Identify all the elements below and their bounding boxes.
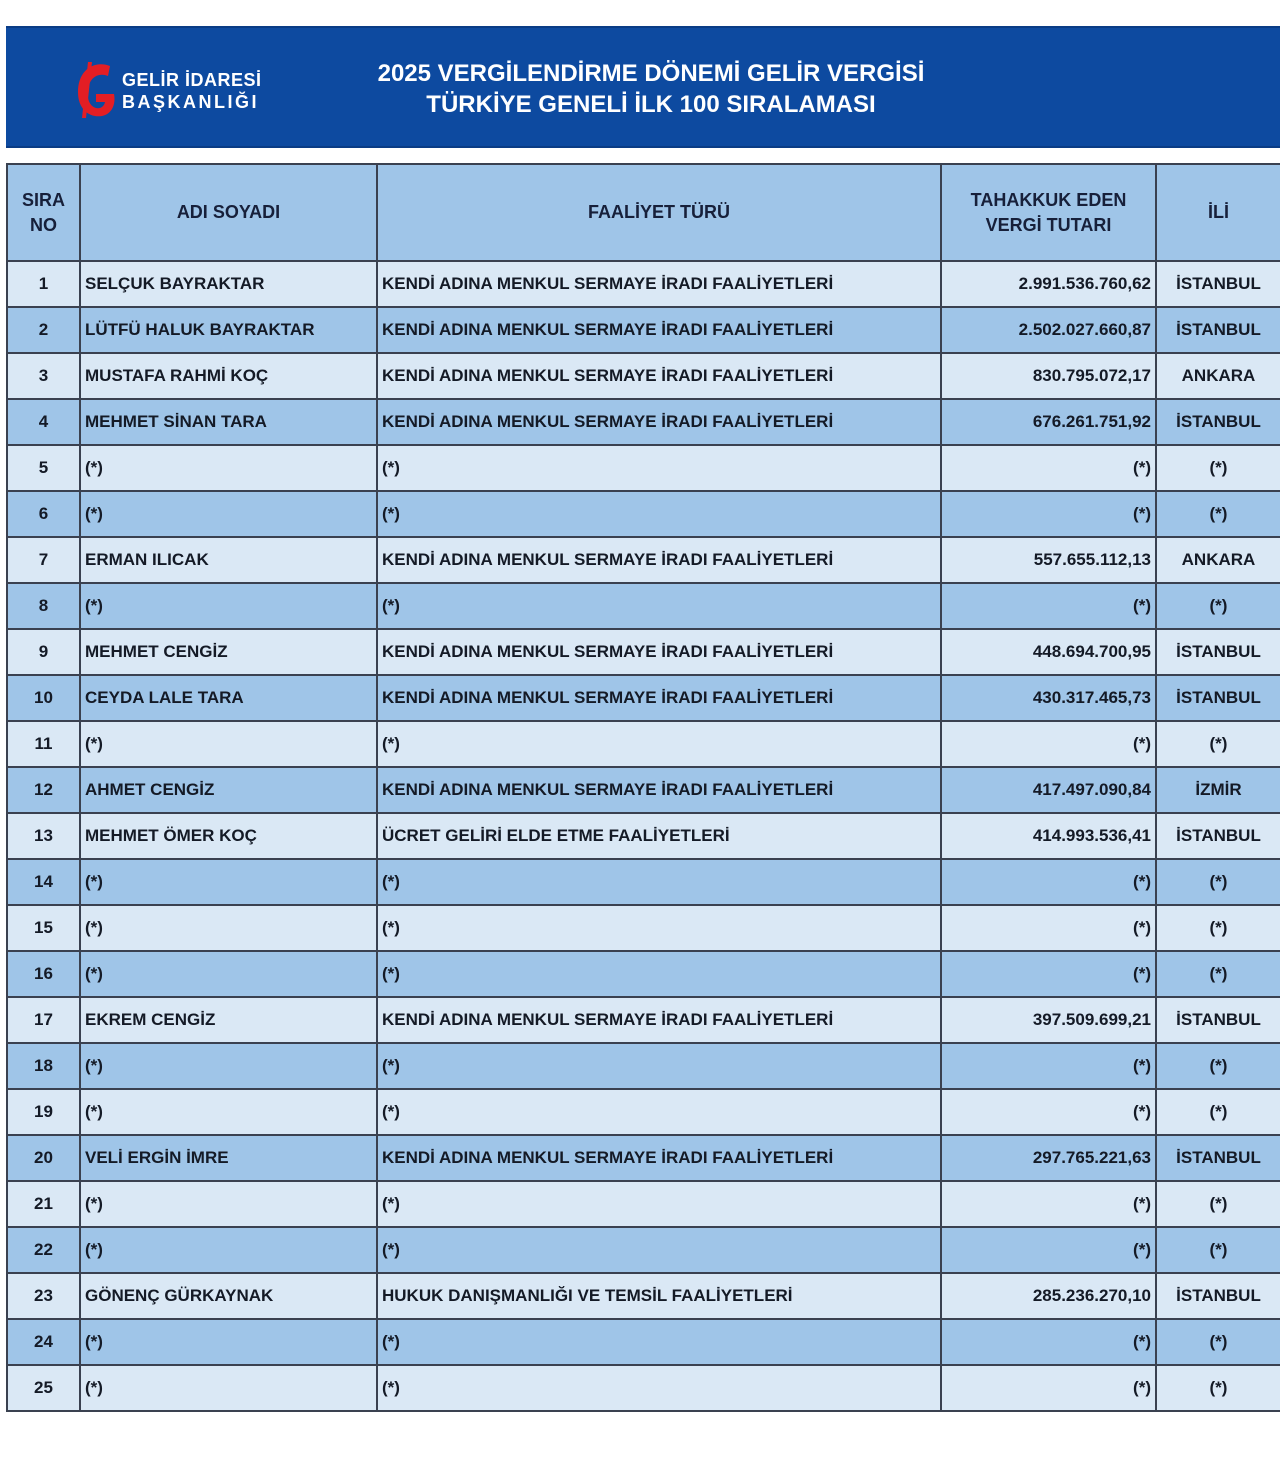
cell-city: (*): [1156, 1319, 1280, 1365]
cell-activity: HUKUK DANIŞMANLIĞI VE TEMSİL FAALİYETLERİ: [377, 1273, 941, 1319]
cell-name: ERMAN ILICAK: [80, 537, 377, 583]
cell-tax-amount: 2.991.536.760,62: [941, 261, 1156, 307]
cell-activity: (*): [377, 951, 941, 997]
cell-city: (*): [1156, 905, 1280, 951]
cell-rank-no: 4: [7, 399, 80, 445]
cell-city: ANKARA: [1156, 537, 1280, 583]
cell-name: GÖNENÇ GÜRKAYNAK: [80, 1273, 377, 1319]
cell-rank-no: 16: [7, 951, 80, 997]
cell-name: (*): [80, 1181, 377, 1227]
cell-tax-amount: 397.509.699,21: [941, 997, 1156, 1043]
table-row: [7, 353, 1280, 399]
gib-logo-mark-icon: [72, 60, 118, 120]
cell-activity: KENDİ ADINA MENKUL SERMAYE İRADI FAALİYETLERİ: [377, 1135, 941, 1181]
cell-tax-amount: (*): [941, 1043, 1156, 1089]
cell-rank-no: 11: [7, 721, 80, 767]
table-row: [7, 905, 1280, 951]
cell-name: VELİ ERGİN İMRE: [80, 1135, 377, 1181]
cell-activity: KENDİ ADINA MENKUL SERMAYE İRADI FAALİYETLERİ: [377, 997, 941, 1043]
cell-city: (*): [1156, 1227, 1280, 1273]
cell-rank-no: 12: [7, 767, 80, 813]
cell-activity: KENDİ ADINA MENKUL SERMAYE İRADI FAALİYETLERİ: [377, 537, 941, 583]
cell-name: CEYDA LALE TARA: [80, 675, 377, 721]
cell-activity: KENDİ ADINA MENKUL SERMAYE İRADI FAALİYETLERİ: [377, 307, 941, 353]
cell-tax-amount: 285.236.270,10: [941, 1273, 1156, 1319]
cell-city: (*): [1156, 445, 1280, 491]
cell-name: MUSTAFA RAHMİ KOÇ: [80, 353, 377, 399]
cell-city: (*): [1156, 1181, 1280, 1227]
table-header-row: [7, 164, 1280, 261]
cell-rank-no: 17: [7, 997, 80, 1043]
cell-activity: KENDİ ADINA MENKUL SERMAYE İRADI FAALİYETLERİ: [377, 675, 941, 721]
cell-activity: KENDİ ADINA MENKUL SERMAYE İRADI FAALİYETLERİ: [377, 399, 941, 445]
cell-city: İSTANBUL: [1156, 629, 1280, 675]
cell-rank-no: 24: [7, 1319, 80, 1365]
cell-city: ANKARA: [1156, 353, 1280, 399]
cell-activity: KENDİ ADINA MENKUL SERMAYE İRADI FAALİYETLERİ: [377, 353, 941, 399]
header-banner: [6, 26, 1280, 148]
cell-activity: (*): [377, 491, 941, 537]
cell-rank-no: 21: [7, 1181, 80, 1227]
cell-name: (*): [80, 1227, 377, 1273]
cell-activity: (*): [377, 1227, 941, 1273]
cell-rank-no: 6: [7, 491, 80, 537]
cell-city: İSTANBUL: [1156, 675, 1280, 721]
cell-tax-amount: (*): [941, 1319, 1156, 1365]
cell-name: LÜTFÜ HALUK BAYRAKTAR: [80, 307, 377, 353]
cell-rank-no: 23: [7, 1273, 80, 1319]
cell-city: (*): [1156, 1365, 1280, 1411]
cell-rank-no: 15: [7, 905, 80, 951]
table-row: [7, 767, 1280, 813]
cell-name: EKREM CENGİZ: [80, 997, 377, 1043]
table-row: [7, 997, 1280, 1043]
cell-city: (*): [1156, 1043, 1280, 1089]
cell-activity: (*): [377, 905, 941, 951]
table-row: [7, 951, 1280, 997]
table-row: [7, 261, 1280, 307]
cell-tax-amount: 830.795.072,17: [941, 353, 1156, 399]
page-title: [306, 58, 996, 120]
column-header-no-line2: NO: [30, 214, 57, 235]
cell-tax-amount: 297.765.221,63: [941, 1135, 1156, 1181]
cell-activity: (*): [377, 1181, 941, 1227]
cell-activity: (*): [377, 445, 941, 491]
cell-rank-no: 5: [7, 445, 80, 491]
cell-tax-amount: 676.261.751,92: [941, 399, 1156, 445]
table-row: [7, 675, 1280, 721]
table-row: [7, 307, 1280, 353]
cell-tax-amount: (*): [941, 1227, 1156, 1273]
cell-name: (*): [80, 951, 377, 997]
table-row: [7, 813, 1280, 859]
cell-tax-amount: (*): [941, 1089, 1156, 1135]
table-row: [7, 445, 1280, 491]
cell-city: İSTANBUL: [1156, 261, 1280, 307]
gib-logo: [72, 60, 272, 120]
cell-activity: ÜCRET GELİRİ ELDE ETME FAALİYETLERİ: [377, 813, 941, 859]
cell-activity: (*): [377, 1043, 941, 1089]
cell-activity: KENDİ ADINA MENKUL SERMAYE İRADI FAALİYETLERİ: [377, 629, 941, 675]
cell-name: SELÇUK BAYRAKTAR: [80, 261, 377, 307]
column-header-no-line1: SIRA: [21, 189, 65, 210]
cell-rank-no: 2: [7, 307, 80, 353]
cell-rank-no: 25: [7, 1365, 80, 1411]
cell-activity: (*): [377, 1089, 941, 1135]
cell-city: (*): [1156, 491, 1280, 537]
cell-tax-amount: (*): [941, 583, 1156, 629]
table-row: [7, 629, 1280, 675]
cell-city: (*): [1156, 583, 1280, 629]
cell-name: (*): [80, 1319, 377, 1365]
cell-rank-no: 20: [7, 1135, 80, 1181]
cell-tax-amount: 557.655.112,13: [941, 537, 1156, 583]
cell-rank-no: 14: [7, 859, 80, 905]
column-header-city: İLİ: [1156, 164, 1280, 261]
cell-name: (*): [80, 1365, 377, 1411]
cell-tax-amount: 414.993.536,41: [941, 813, 1156, 859]
cell-city: İSTANBUL: [1156, 1273, 1280, 1319]
cell-name: (*): [80, 1043, 377, 1089]
cell-tax-amount: 430.317.465,73: [941, 675, 1156, 721]
cell-tax-amount: (*): [941, 491, 1156, 537]
logo-text-line1: GELİR İDARESİ: [122, 70, 262, 90]
cell-rank-no: 3: [7, 353, 80, 399]
table-row: [7, 1043, 1280, 1089]
cell-tax-amount: (*): [941, 905, 1156, 951]
cell-rank-no: 8: [7, 583, 80, 629]
cell-rank-no: 18: [7, 1043, 80, 1089]
cell-tax-amount: 448.694.700,95: [941, 629, 1156, 675]
cell-city: İZMİR: [1156, 767, 1280, 813]
table-row: [7, 1089, 1280, 1135]
cell-activity: (*): [377, 721, 941, 767]
cell-activity: (*): [377, 859, 941, 905]
cell-name: AHMET CENGİZ: [80, 767, 377, 813]
table-row: [7, 1135, 1280, 1181]
cell-city: İSTANBUL: [1156, 307, 1280, 353]
cell-name: MEHMET ÖMER KOÇ: [80, 813, 377, 859]
page-title-line2: TÜRKİYE GENELİ İLK 100 SIRALAMASI: [426, 91, 876, 118]
table-row: [7, 1319, 1280, 1365]
cell-tax-amount: (*): [941, 951, 1156, 997]
cell-name: MEHMET CENGİZ: [80, 629, 377, 675]
cell-name: (*): [80, 859, 377, 905]
cell-name: (*): [80, 445, 377, 491]
cell-city: İSTANBUL: [1156, 813, 1280, 859]
column-header-activity: FAALİYET TÜRÜ: [377, 164, 941, 261]
cell-tax-amount: 2.502.027.660,87: [941, 307, 1156, 353]
table-row: [7, 721, 1280, 767]
table-row: [7, 537, 1280, 583]
cell-city: (*): [1156, 859, 1280, 905]
cell-name: (*): [80, 1089, 377, 1135]
cell-rank-no: 10: [7, 675, 80, 721]
cell-rank-no: 7: [7, 537, 80, 583]
cell-city: İSTANBUL: [1156, 1135, 1280, 1181]
cell-tax-amount: 417.497.090,84: [941, 767, 1156, 813]
cell-activity: KENDİ ADINA MENKUL SERMAYE İRADI FAALİYETLERİ: [377, 261, 941, 307]
table-row: [7, 491, 1280, 537]
cell-city: (*): [1156, 951, 1280, 997]
ranking-table: [6, 163, 1280, 1412]
table-row: [7, 859, 1280, 905]
cell-activity: (*): [377, 583, 941, 629]
table-row: [7, 1181, 1280, 1227]
cell-tax-amount: (*): [941, 721, 1156, 767]
cell-activity: KENDİ ADINA MENKUL SERMAYE İRADI FAALİYETLERİ: [377, 767, 941, 813]
table-row: [7, 1227, 1280, 1273]
column-header-amount-line2: VERGİ TUTARI: [985, 214, 1112, 235]
cell-name: (*): [80, 905, 377, 951]
cell-name: (*): [80, 583, 377, 629]
column-header-amount: [941, 164, 1156, 261]
cell-city: (*): [1156, 1089, 1280, 1135]
cell-rank-no: 19: [7, 1089, 80, 1135]
cell-activity: (*): [377, 1365, 941, 1411]
page-title-line1: 2025 VERGİLENDİRME DÖNEMİ GELİR VERGİSİ: [377, 60, 925, 87]
column-header-name: ADI SOYADI: [80, 164, 377, 261]
table-row: [7, 399, 1280, 445]
logo-text-line2: BAŞKANLIĞI: [122, 92, 259, 112]
cell-city: (*): [1156, 721, 1280, 767]
cell-activity: (*): [377, 1319, 941, 1365]
cell-city: İSTANBUL: [1156, 399, 1280, 445]
table-row: [7, 1365, 1280, 1411]
table-row: [7, 1273, 1280, 1319]
cell-rank-no: 1: [7, 261, 80, 307]
table-row: [7, 583, 1280, 629]
cell-name: MEHMET SİNAN TARA: [80, 399, 377, 445]
table-body: [7, 261, 1280, 1411]
cell-rank-no: 9: [7, 629, 80, 675]
cell-tax-amount: (*): [941, 445, 1156, 491]
cell-city: İSTANBUL: [1156, 997, 1280, 1043]
cell-rank-no: 22: [7, 1227, 80, 1273]
cell-tax-amount: (*): [941, 1365, 1156, 1411]
cell-tax-amount: (*): [941, 1181, 1156, 1227]
column-header-amount-line1: TAHAKKUK EDEN: [970, 189, 1127, 210]
column-header-no: [7, 164, 80, 261]
cell-name: (*): [80, 721, 377, 767]
cell-tax-amount: (*): [941, 859, 1156, 905]
cell-rank-no: 13: [7, 813, 80, 859]
cell-name: (*): [80, 491, 377, 537]
